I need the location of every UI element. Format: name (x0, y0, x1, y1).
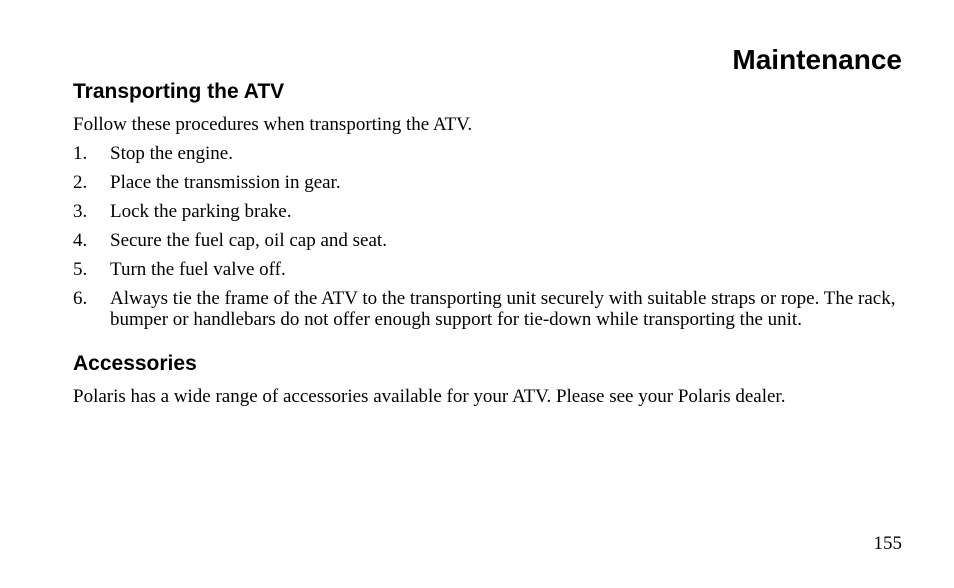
step-text: Lock the parking brake. (110, 201, 292, 222)
step-item (73, 288, 905, 330)
page-content (73, 78, 905, 407)
step-item (73, 172, 905, 193)
step-text: Secure the fuel cap, oil cap and seat. (110, 230, 387, 251)
step-text: Stop the engine. (110, 143, 233, 164)
step-number: 6. (73, 288, 88, 309)
transport-steps-list (73, 143, 905, 330)
step-item (73, 201, 905, 222)
section-heading-accessories: Accessories (73, 352, 197, 375)
step-item (73, 143, 905, 164)
step-number: 2. (73, 172, 88, 193)
transport-intro: Follow these procedures when transporting the ATV. (73, 114, 473, 135)
step-number: 3. (73, 201, 88, 222)
step-text: Place the transmission in gear. (110, 172, 341, 193)
step-text: Always tie the frame of the ATV to the transporting unit securely with suitable straps or rope. The rack, bumper or handlebars do not offer enough support for tie-down while transporting the unit. (110, 288, 896, 330)
page-number: 155 (873, 533, 902, 554)
accessories-text: Polaris has a wide range of accessories available for your ATV. Please see your Polaris dealer. (73, 386, 786, 407)
step-number: 4. (73, 230, 88, 251)
step-number: 5. (73, 259, 88, 280)
step-number: 1. (73, 143, 88, 164)
step-item (73, 230, 905, 251)
step-text: Turn the fuel valve off. (110, 259, 286, 280)
section-heading-transporting: Transporting the ATV (73, 80, 285, 103)
step-item (73, 259, 905, 280)
chapter-title: Maintenance (732, 44, 902, 75)
